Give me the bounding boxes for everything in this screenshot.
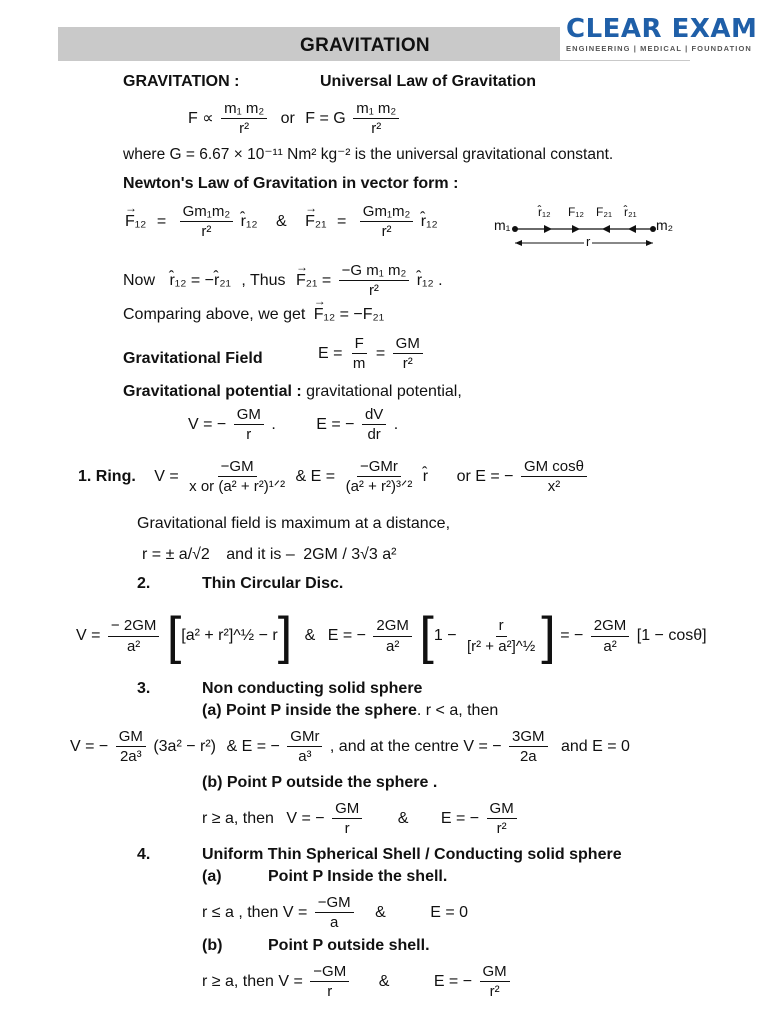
shell-a-label: (a)	[202, 868, 222, 885]
eq-lhs: F = G	[305, 109, 346, 127]
amp-text: &	[276, 212, 287, 230]
law-title: Universal Law of Gravitation	[320, 73, 537, 90]
ring-max-val: 2GM / 3√3 a²	[303, 546, 397, 563]
ring-max-line	[142, 546, 396, 564]
diagram-r12: r̂₁₂	[538, 205, 551, 219]
now-thus-line	[123, 262, 443, 300]
now-eq: r̂₁₂ = −r̂₂₁	[169, 271, 231, 289]
sphere-out-e-lhs: E = −	[440, 809, 480, 827]
logo-name: CLEAR EXAM	[566, 14, 758, 44]
section-label: GRAVITATION :	[123, 73, 240, 90]
shell-b-title: Point P outside shell.	[268, 937, 430, 954]
arrow-r21	[628, 225, 636, 233]
diagram-r: r	[586, 234, 591, 249]
sphere-label: 3.	[137, 680, 151, 697]
logo-tagline: ENGINEERING | MEDICAL | FOUNDATION	[566, 44, 752, 53]
diagram-r21: r̂₂₁	[624, 205, 637, 219]
shell-a-e: E = 0	[430, 903, 469, 921]
page-title: GRAVITATION	[300, 35, 430, 56]
shell-title: Uniform Thin Spherical Shell / Conducting solid sphere	[202, 846, 622, 863]
ring-e2-fraction: $\frac{\text{GM cosθ}}{\text{x²}}$	[521, 458, 587, 496]
ring-r: r = ± a/√2	[142, 546, 210, 563]
sphere-e-lhs: & E = −	[226, 737, 280, 755]
sphere-out-cond: r ≥ a, then	[202, 809, 274, 827]
sphere-outside-formula	[202, 800, 520, 838]
field-formula	[318, 335, 426, 373]
disc-v-lhs: V =	[76, 627, 101, 645]
shell-b-fraction: $\frac{-GM}{r}$	[310, 963, 349, 1001]
disc-eq2: = −	[560, 627, 584, 645]
sphere-out-e-fraction: $\frac{GM}{\text{r²}}$	[487, 800, 517, 838]
ring-e-fraction: $\frac{\text{−GMr}}{\text{(a² + r²)³ᐟ²}}$	[345, 458, 413, 496]
sphere-v-fraction: $\frac{GM}{\text{2a³}}$	[116, 728, 146, 766]
thus-text: , Thus	[241, 271, 286, 289]
disc-e2-bracket: [1 − cosθ]	[636, 627, 707, 645]
shell-a-title: Point P Inside the shell.	[268, 868, 448, 885]
ring-and: and it is –	[226, 546, 295, 563]
ring-e-unit: r̂	[422, 467, 429, 485]
thus-lhs: → F₂₁ =	[296, 272, 331, 290]
f21-lhs: → F₂₁	[305, 213, 326, 231]
or-text: or	[280, 109, 295, 127]
potential-line	[123, 383, 462, 401]
shell-b-e-fraction: $\frac{GM}{\text{r²}}$	[480, 963, 510, 1001]
f21-fraction: $\frac{\text{Gm₁m₂}}{\text{r²}}$	[360, 203, 414, 241]
sphere-title: Non conducting solid sphere	[202, 680, 423, 697]
prop-lhs: F ∝	[188, 109, 214, 127]
e-dot: .	[393, 415, 399, 433]
ring-or: or E = −	[456, 467, 514, 485]
sphere-amp: &	[397, 809, 409, 827]
shell-b-amp: &	[378, 972, 390, 990]
sphere-inside-cond: . r < a, then	[416, 702, 499, 719]
eq-fraction: $\frac{\text{m₁ m₂}}{\text{r²}}$	[353, 100, 399, 138]
field-fraction-gm: $\frac{GM}{\text{r²}}$	[393, 335, 423, 373]
prop-fraction: $\frac{\text{m₁ m₂}}{\text{r²}}$	[221, 100, 267, 138]
disc-inner-fraction: $\frac{r}{\text{[r² + a²]\textasciicircum{}½}}$	[466, 617, 536, 655]
shell-a-amp: &	[375, 903, 386, 921]
shell-a-cond: r ≤ a , then V =	[202, 903, 308, 921]
sphere-inside-label: (a) Point P inside the sphere	[202, 702, 417, 719]
sphere-centre-text: , and at the centre V = −	[329, 737, 502, 755]
disc-amp: &	[304, 627, 316, 645]
sphere-out-v-lhs: V = −	[286, 809, 325, 827]
shell-b-formula	[202, 963, 513, 1001]
v-dot: .	[271, 415, 276, 433]
shell-b-cond: r ≥ a, then V =	[202, 972, 303, 990]
disc-one-minus: 1 −	[433, 627, 457, 645]
potential-desc: gravitational potential,	[306, 383, 462, 400]
sphere-inside-formula	[70, 728, 630, 766]
ring-v-lhs: V =	[154, 467, 179, 485]
diagram-F12: F₁₂	[568, 205, 585, 219]
shell-b-label: (b)	[202, 937, 223, 954]
v-fraction: $\frac{GM}{r}$	[234, 406, 264, 444]
arrow-F12	[572, 225, 580, 233]
f12-formula: → F₁₂ = $\frac{\text{Gm₁m₂}}{\text{r²}}$ r̂₁₂ & → F₂₁ = $\frac{\text{Gm₁m₂}}{\text{r²}}$ r̂₁₂	[125, 203, 438, 241]
sphere-centre-fraction: $\frac{3GM}{2a}$	[509, 728, 548, 766]
comparing-text: Comparing above, we get	[123, 306, 306, 323]
disc-e-lhs: E = −	[327, 627, 366, 645]
sphere-outside-label: (b) Point P outside the sphere .	[202, 774, 438, 791]
disc-e-fraction: $\frac{2GM}{\text{a²}}$	[373, 617, 412, 655]
field-fraction-fm: $\frac{F}{m}$	[352, 335, 366, 373]
ring-label: 1. Ring.	[78, 467, 136, 485]
f21-unit: r̂₁₂	[420, 212, 438, 230]
force-diagram	[494, 205, 684, 255]
diagram-m1: m₁	[494, 217, 511, 233]
potential-label: Gravitational potential :	[123, 383, 302, 400]
disc-v-fraction: $\frac{- 2GM}{\text{a²}}$	[108, 617, 159, 655]
sphere-out-v-fraction: $\frac{GM}{r}$	[332, 800, 362, 838]
ring-v-fraction: $\frac{-GM}{\text{x or (a² + r²)¹ᐟ²}}$	[189, 458, 286, 496]
shell-label: 4.	[137, 846, 151, 863]
sphere-e-fraction: $\frac{\text{GMr}}{\text{a³}}$	[287, 728, 322, 766]
ring-e-lhs: & E =	[295, 467, 336, 485]
field-label: Gravitational Field	[123, 350, 263, 367]
f12-lhs: → F₁₂	[125, 213, 146, 231]
diagram-m2: m₂	[656, 217, 674, 233]
arrow-r12	[544, 225, 552, 233]
brand-logo	[560, 12, 760, 60]
shell-a-formula	[202, 894, 468, 932]
sphere-centre-e: and E = 0	[561, 737, 630, 755]
sphere-inside-line	[202, 702, 498, 720]
sphere-v-tail: (3a² − r²)	[153, 737, 216, 755]
diagram-F21: F₂₁	[596, 205, 613, 219]
f12-unit: r̂₁₂	[240, 212, 258, 230]
v-lhs: V = −	[188, 415, 227, 433]
e-lhs: E = −	[316, 415, 355, 433]
disc-v-bracket: [a² + r²]^½ − r	[181, 627, 278, 645]
disc-label: 2.	[137, 575, 151, 592]
thus-unit: r̂₁₂ .	[416, 271, 443, 289]
proportionality-formula	[188, 100, 402, 138]
ring-formula	[78, 458, 590, 496]
f12-fraction: $\frac{\text{Gm₁m₂}}{\text{r²}}$	[180, 203, 234, 241]
e-fraction: $\frac{dV}{dr}$	[362, 406, 386, 444]
arrow-F21	[602, 225, 610, 233]
shell-a-fraction: $\frac{-GM}{a}$	[315, 894, 354, 932]
vector-form-heading: Newton's Law of Gravitation in vector form :	[123, 175, 459, 192]
ring-max-text: Gravitational field is maximum at a distance,	[137, 515, 451, 532]
field-eq-mid: =	[375, 344, 386, 362]
disc-e2-fraction: $\frac{2GM}{\text{a²}}$	[591, 617, 630, 655]
comparing-line	[123, 306, 384, 324]
field-lhs: E =	[318, 344, 343, 362]
shell-b-e-lhs: E = −	[433, 972, 473, 990]
comparing-eq: → F₁₂ = −F₂₁	[314, 306, 384, 324]
thus-fraction: $\frac{\text{−G m₁ m₂}}{\text{r²}}$	[339, 262, 410, 300]
constant-description: where G = 6.67 × 10⁻¹¹ Nm² kg⁻² is the universal gravitational constant.	[123, 146, 614, 163]
sphere-v-lhs: V = −	[70, 737, 109, 755]
disc-formula: V = $\frac{- 2GM}{\text{a²}}$ [[a² + r²]^½ − r] & E = − $\frac{2GM}{\text{a²}}$ [1 − $\frac{r}{\text{[r² + a²]\textasciicircum{}½}}$ ] = − $\frac{2GM}{\text{a²}}$ [1 − cosθ]	[76, 607, 707, 665]
now-text: Now	[123, 271, 156, 289]
potential-formula	[188, 406, 398, 444]
disc-title: Thin Circular Disc.	[202, 575, 344, 592]
